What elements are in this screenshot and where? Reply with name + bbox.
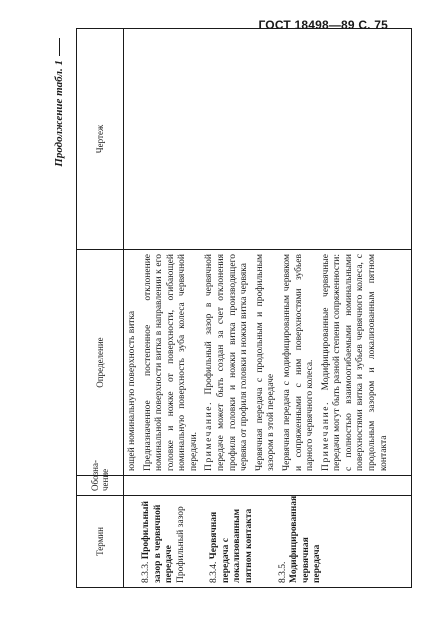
term-8-3-5 bbox=[277, 495, 324, 583]
terms-table bbox=[76, 28, 412, 588]
note-8-3-3 bbox=[204, 254, 250, 471]
table-header-row bbox=[77, 29, 124, 588]
definition-cell bbox=[124, 250, 412, 476]
term-alt: Профильный зазор bbox=[175, 506, 186, 583]
col-header-term: Термин bbox=[77, 496, 124, 588]
definition-8-3-4: Червячная передача с продольным и профильным зазором в этой передаче bbox=[254, 254, 277, 471]
running-head: ГОСТ 18498—89 С. 75 bbox=[258, 18, 388, 32]
note-text: Профильный зазор в червячной передаче может быть создан за счет отклонения профиля головки и ножки витка производящего червяка от профиля головки и ножки витка червяка bbox=[204, 253, 250, 471]
designation-cell bbox=[124, 476, 412, 496]
term-title: Червячная передача с локализованным пятном контакта bbox=[209, 508, 255, 583]
continuation-rule bbox=[59, 38, 60, 56]
note-8-3-5 bbox=[321, 254, 390, 471]
drawing-cell bbox=[124, 29, 412, 250]
term-title: Профильный зазор в червячной передаче bbox=[141, 501, 175, 583]
continuation-label-text: Продолжение табл. 1 bbox=[53, 60, 65, 167]
term-8-3-4 bbox=[209, 500, 255, 583]
term-8-3-3 bbox=[141, 500, 187, 583]
term-number: 8.3.3. bbox=[141, 561, 151, 583]
term-title: Модифицированная червячная передача bbox=[289, 495, 323, 583]
definition-8-3-3: Предназначенное постепенное отклонение номинальной поверхности витка в направлении к его головке и ножке от поверхности, огибающей номинальную поверхность зуба колеса червячной передачи. bbox=[142, 254, 199, 471]
term-cell bbox=[124, 496, 412, 588]
note-text: Модифицированные червячные передачи могут быть разной степени сопряженности: с полностью взаимоогибаемыми номинальными поверхностями витка и зубьев червячного колеса, с продольным зазором и локализованным пятном контакта bbox=[320, 254, 389, 471]
col-header-designation: Обозна-чение bbox=[77, 476, 124, 496]
col-header-drawing: Чертеж bbox=[77, 29, 124, 250]
table-row bbox=[124, 29, 412, 588]
continuation-label bbox=[46, 38, 72, 167]
rotated-page bbox=[46, 28, 420, 588]
term-number: 8.3.4. bbox=[209, 561, 220, 583]
definition-continued: ющей номинальную поверхность витка bbox=[127, 310, 137, 471]
col-header-definition: Определение bbox=[77, 250, 124, 476]
definition-8-3-5: Червячная передача с модифицированным червяком и сопряженными с ним поверхностями зубьев парного червячного колеса. bbox=[281, 254, 316, 471]
note-label: Примечание. bbox=[320, 400, 331, 471]
term-number: 8.3.5. bbox=[277, 561, 288, 583]
note-label: Примечание. bbox=[204, 400, 215, 471]
landscape-table-area bbox=[46, 28, 420, 588]
spacer bbox=[127, 500, 141, 583]
